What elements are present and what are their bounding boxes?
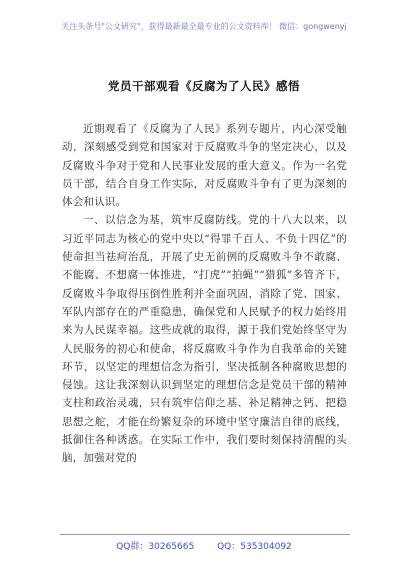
footer-contacts bbox=[0, 539, 408, 552]
document-title: 党员干部观看《反腐为了人民》感悟 bbox=[108, 79, 300, 93]
footer-qq-group: QQ群：30265665 bbox=[116, 542, 195, 552]
header-promo-note bbox=[0, 22, 408, 32]
footer-divider bbox=[60, 534, 350, 535]
body-paragraph: 近期观看了《反腐为了人民》系列专题片，内心深受触动，深刻感受到党和国家对于反腐败斗争的坚定决心，以及反腐败斗争对于党和人民事业发展的重大意义。作为一名党员干部，结合自身工作实际，对反腐败斗争有了更为深刻的体会和认识。 bbox=[62, 123, 347, 209]
header-promo-text: 关注头条号"公文研究"，获得最新最全最专业的公文资料库！ 微信：gongwenyj bbox=[61, 22, 347, 31]
body-paragraph: 一、以信念为基，筑牢反腐防线。党的十八大以来，以习近平同志为核心的党中央以“得罪千百人、不负十四亿”的使命担当祛疴治乱，开展了史无前例的反腐败斗争不敢腐、不能腐、不想腐一体推进，“打虎”“拍蝇”“猎狐”多管齐下，反腐败斗争取得压倒性胜利并全面巩固，消除了党、国家、军队内部存在的严重隐患，确保党和人民赋予的权力始终用来为人民谋幸福。这些成就的取得，源于我们党始终坚守为人民服务的初心和使命，将反腐败斗争作为自我革命的关键环节，以坚定的理想信念为指引，坚决抵制各种腐败思想的侵蚀。这让我深刻认识到坚定的理想信念是党员干部的精神支柱和政治灵魂，只有筑牢信仰之基、补足精神之钙、把稳思想之舵，才能在纷繁复杂的环境中坚守廉洁自律的底线，抵御住各种诱惑。在实际工作中，我们要时刻保持清醒的头脑，加强对党的 bbox=[62, 214, 347, 465]
footer-qq-number: QQ：535304092 bbox=[217, 542, 292, 552]
document-body bbox=[62, 120, 347, 468]
